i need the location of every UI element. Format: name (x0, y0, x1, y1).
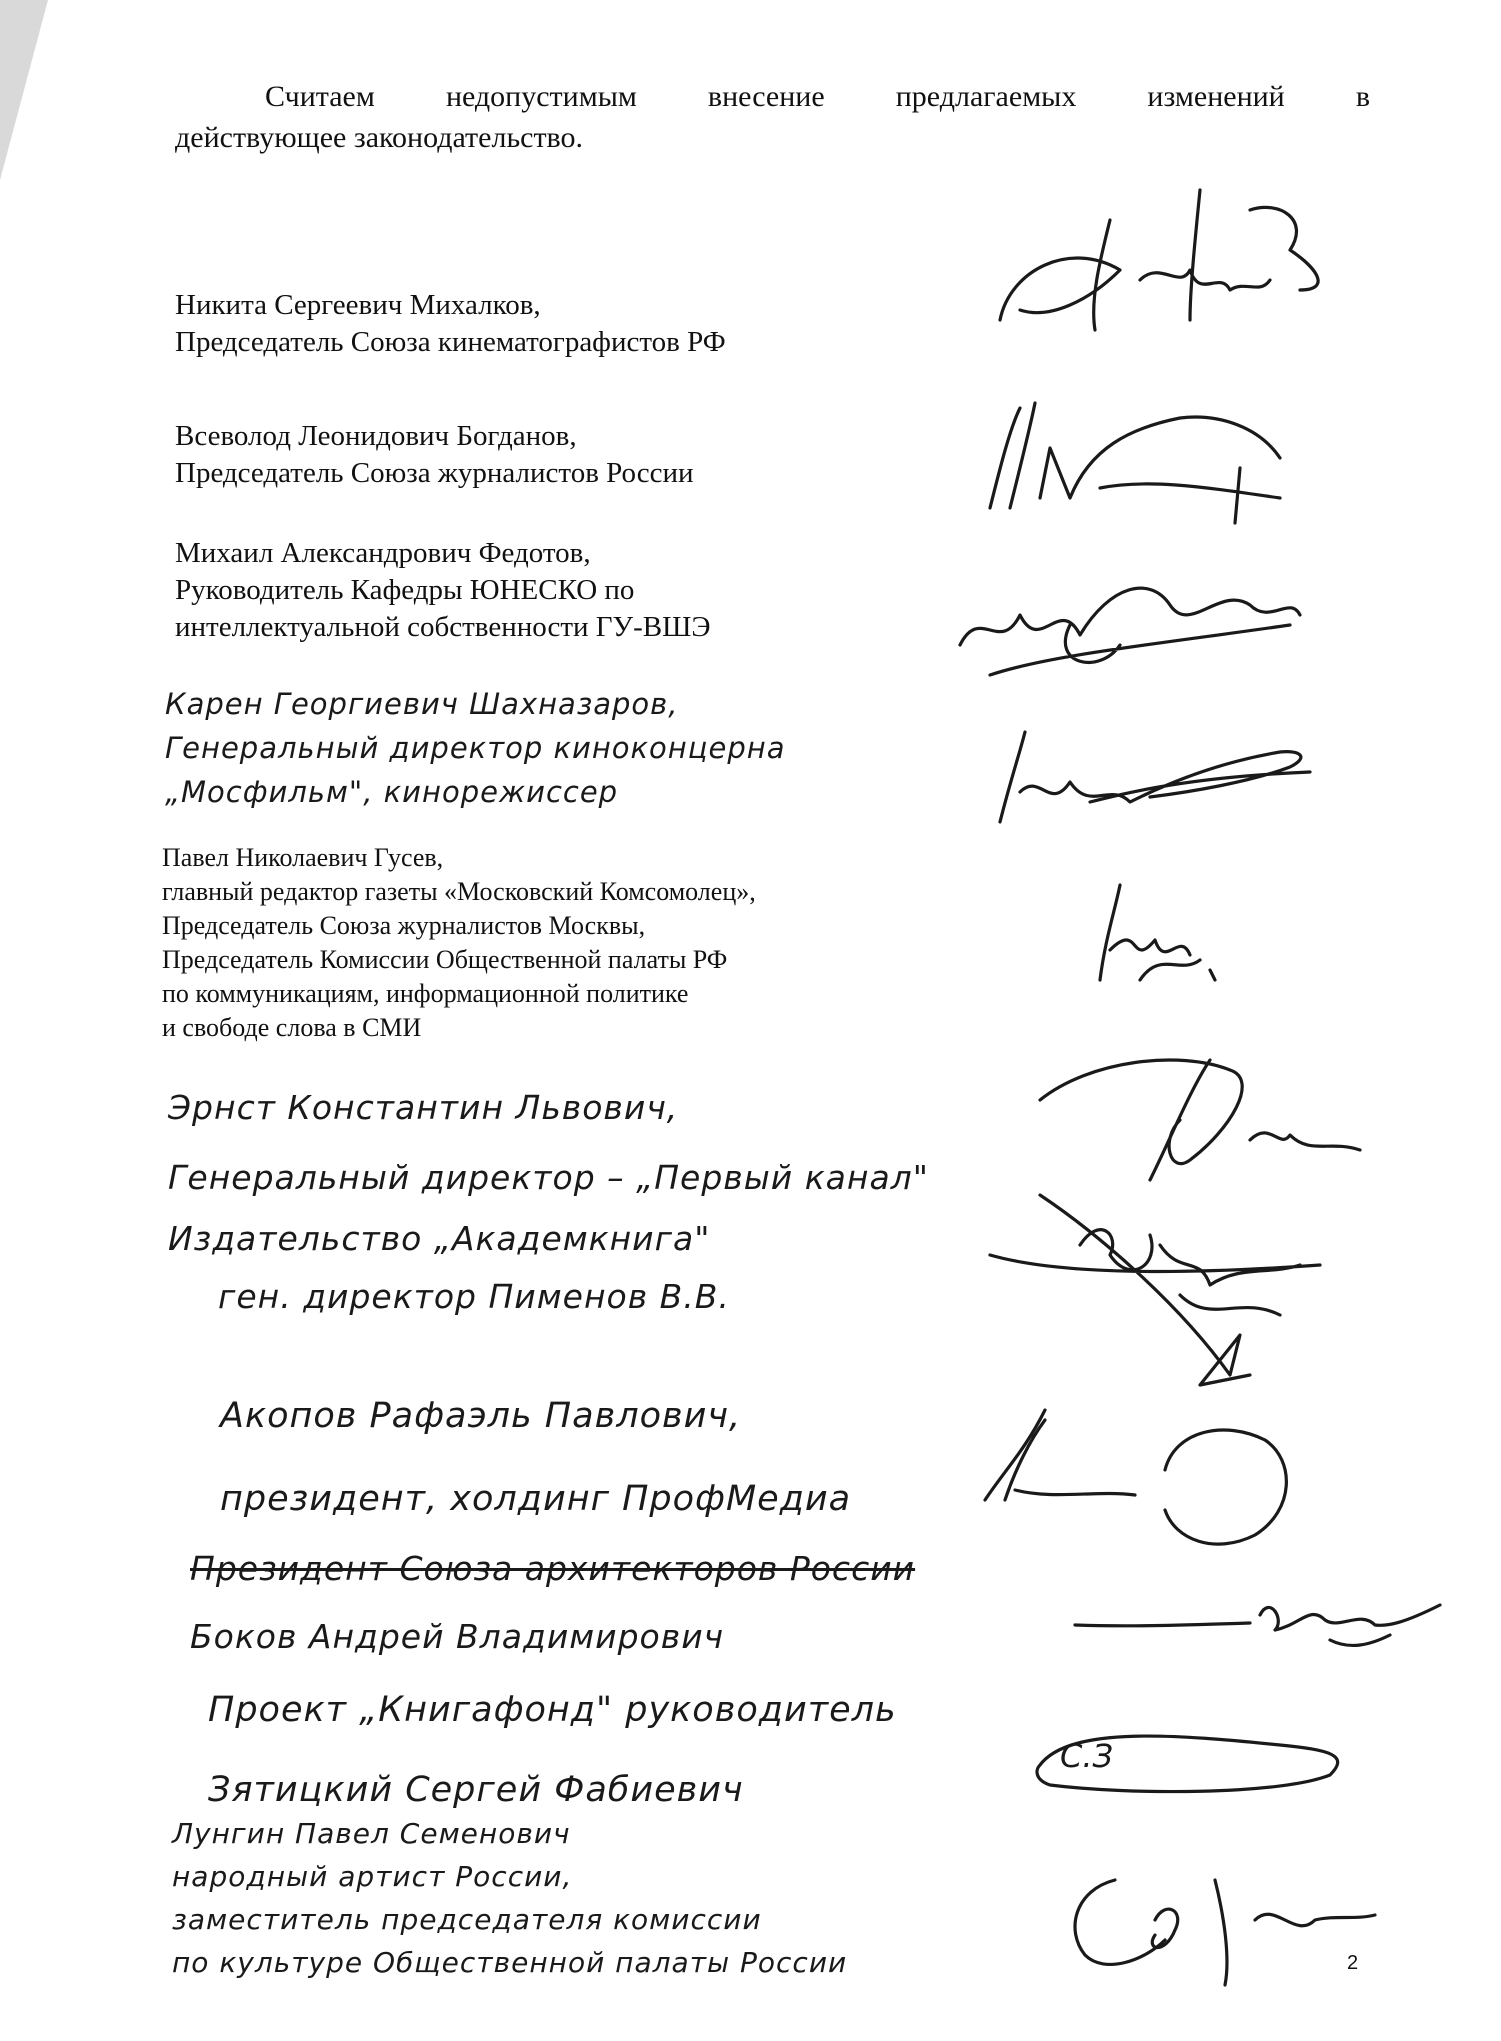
signature-akopov (975, 1390, 1325, 1580)
handwritten-line: Генеральный директор киноконцерна (165, 731, 786, 765)
signer-gusev (162, 841, 756, 1045)
signer-name: Михаил Александрович Федотов, (175, 537, 591, 569)
handwritten-shakhnazarov (165, 682, 785, 814)
handwritten-line: по культуре Общественной палаты России (172, 1946, 848, 1979)
signer-fedotov (175, 535, 710, 646)
signer-title: по коммуникациям, информационной политике (162, 979, 689, 1008)
signature-pimenov (980, 1175, 1340, 1405)
signer-title: Председатель Союза кинематографистов РФ (175, 326, 726, 358)
signature-bogdanov (980, 398, 1300, 528)
handwritten-line: „Мосфильм", кинорежиссер (165, 775, 619, 809)
handwritten-line: Издательство „Академкнига" (168, 1219, 711, 1258)
handwritten-line: Эрнст Константин Львович, (168, 1088, 679, 1127)
handwritten-pimenov (168, 1210, 730, 1326)
handwritten-line: Лунгин Павел Семенович (172, 1817, 571, 1850)
signer-title: Председатель Союза журналистов Москвы, (162, 911, 646, 940)
handwritten-line: Проект „Книгафонд" руководитель (208, 1690, 897, 1730)
intro-paragraph (175, 76, 1370, 158)
handwritten-lungin (172, 1812, 847, 1984)
signature-initials: С.З (1060, 1737, 1114, 1775)
signer-name: Никита Сергеевич Михалков, (175, 289, 541, 321)
handwritten-line: Президент Союза архитекторов России (190, 1549, 916, 1588)
handwritten-line: Генеральный директор – „Первый канал" (168, 1158, 929, 1197)
handwritten-line: Зятицкий Сергей Фабиевич (208, 1770, 744, 1810)
signer-name: Павел Николаевич Гусев, (162, 843, 444, 872)
signer-title: интеллектуальной собственности ГУ-ВШЭ (175, 611, 711, 643)
page-number: 2 (1347, 1952, 1359, 1974)
handwritten-zyatitsky (208, 1670, 897, 1830)
handwritten-line: президент, холдинг ПрофМедиа (220, 1479, 852, 1519)
handwritten-ernst (168, 1073, 929, 1213)
signature-lungin (1055, 1860, 1385, 1990)
handwritten-bokov (190, 1535, 915, 1671)
handwritten-line: ген. директор Пименов В.В. (218, 1277, 730, 1316)
signer-title: и свободе слова в СМИ (162, 1013, 422, 1042)
handwritten-line: Акопов Рафаэль Павлович, (220, 1396, 742, 1436)
signature-ernst (1030, 1040, 1370, 1190)
page-fold-corner (0, 0, 60, 200)
signer-title: Руководитель Кафедры ЮНЕСКО по (175, 574, 635, 606)
signature-mikhalkov (990, 180, 1350, 400)
handwritten-akopov (220, 1375, 851, 1541)
signer-title: главный редактор газеты «Московский Комсомолец», (162, 877, 756, 906)
handwritten-line: Карен Георгиевич Шахназаров, (165, 687, 679, 721)
signature-bokov (1070, 1565, 1450, 1655)
signer-bogdanov (175, 418, 694, 492)
signer-title: Председатель Союза журналистов России (175, 457, 694, 489)
signer-name: Всеволод Леонидович Богданов, (175, 420, 577, 452)
intro-line-1: Считаем недопустимым внесение предлагаемых изменений в (265, 80, 1370, 113)
intro-line-2: действующее законодательство. (175, 121, 584, 154)
handwritten-line: Боков Андрей Владимирович (190, 1617, 725, 1656)
handwritten-line: заместитель председателя комиссии (172, 1903, 762, 1936)
signer-title: Председатель Комиссии Общественной палаты РФ (162, 945, 728, 974)
signature-gusev (1080, 880, 1230, 990)
signature-fedotov (950, 545, 1310, 695)
signer-mikhalkov (175, 287, 726, 361)
signature-shakhnazarov (990, 712, 1320, 842)
handwritten-line: народный артист России, (172, 1860, 573, 1893)
